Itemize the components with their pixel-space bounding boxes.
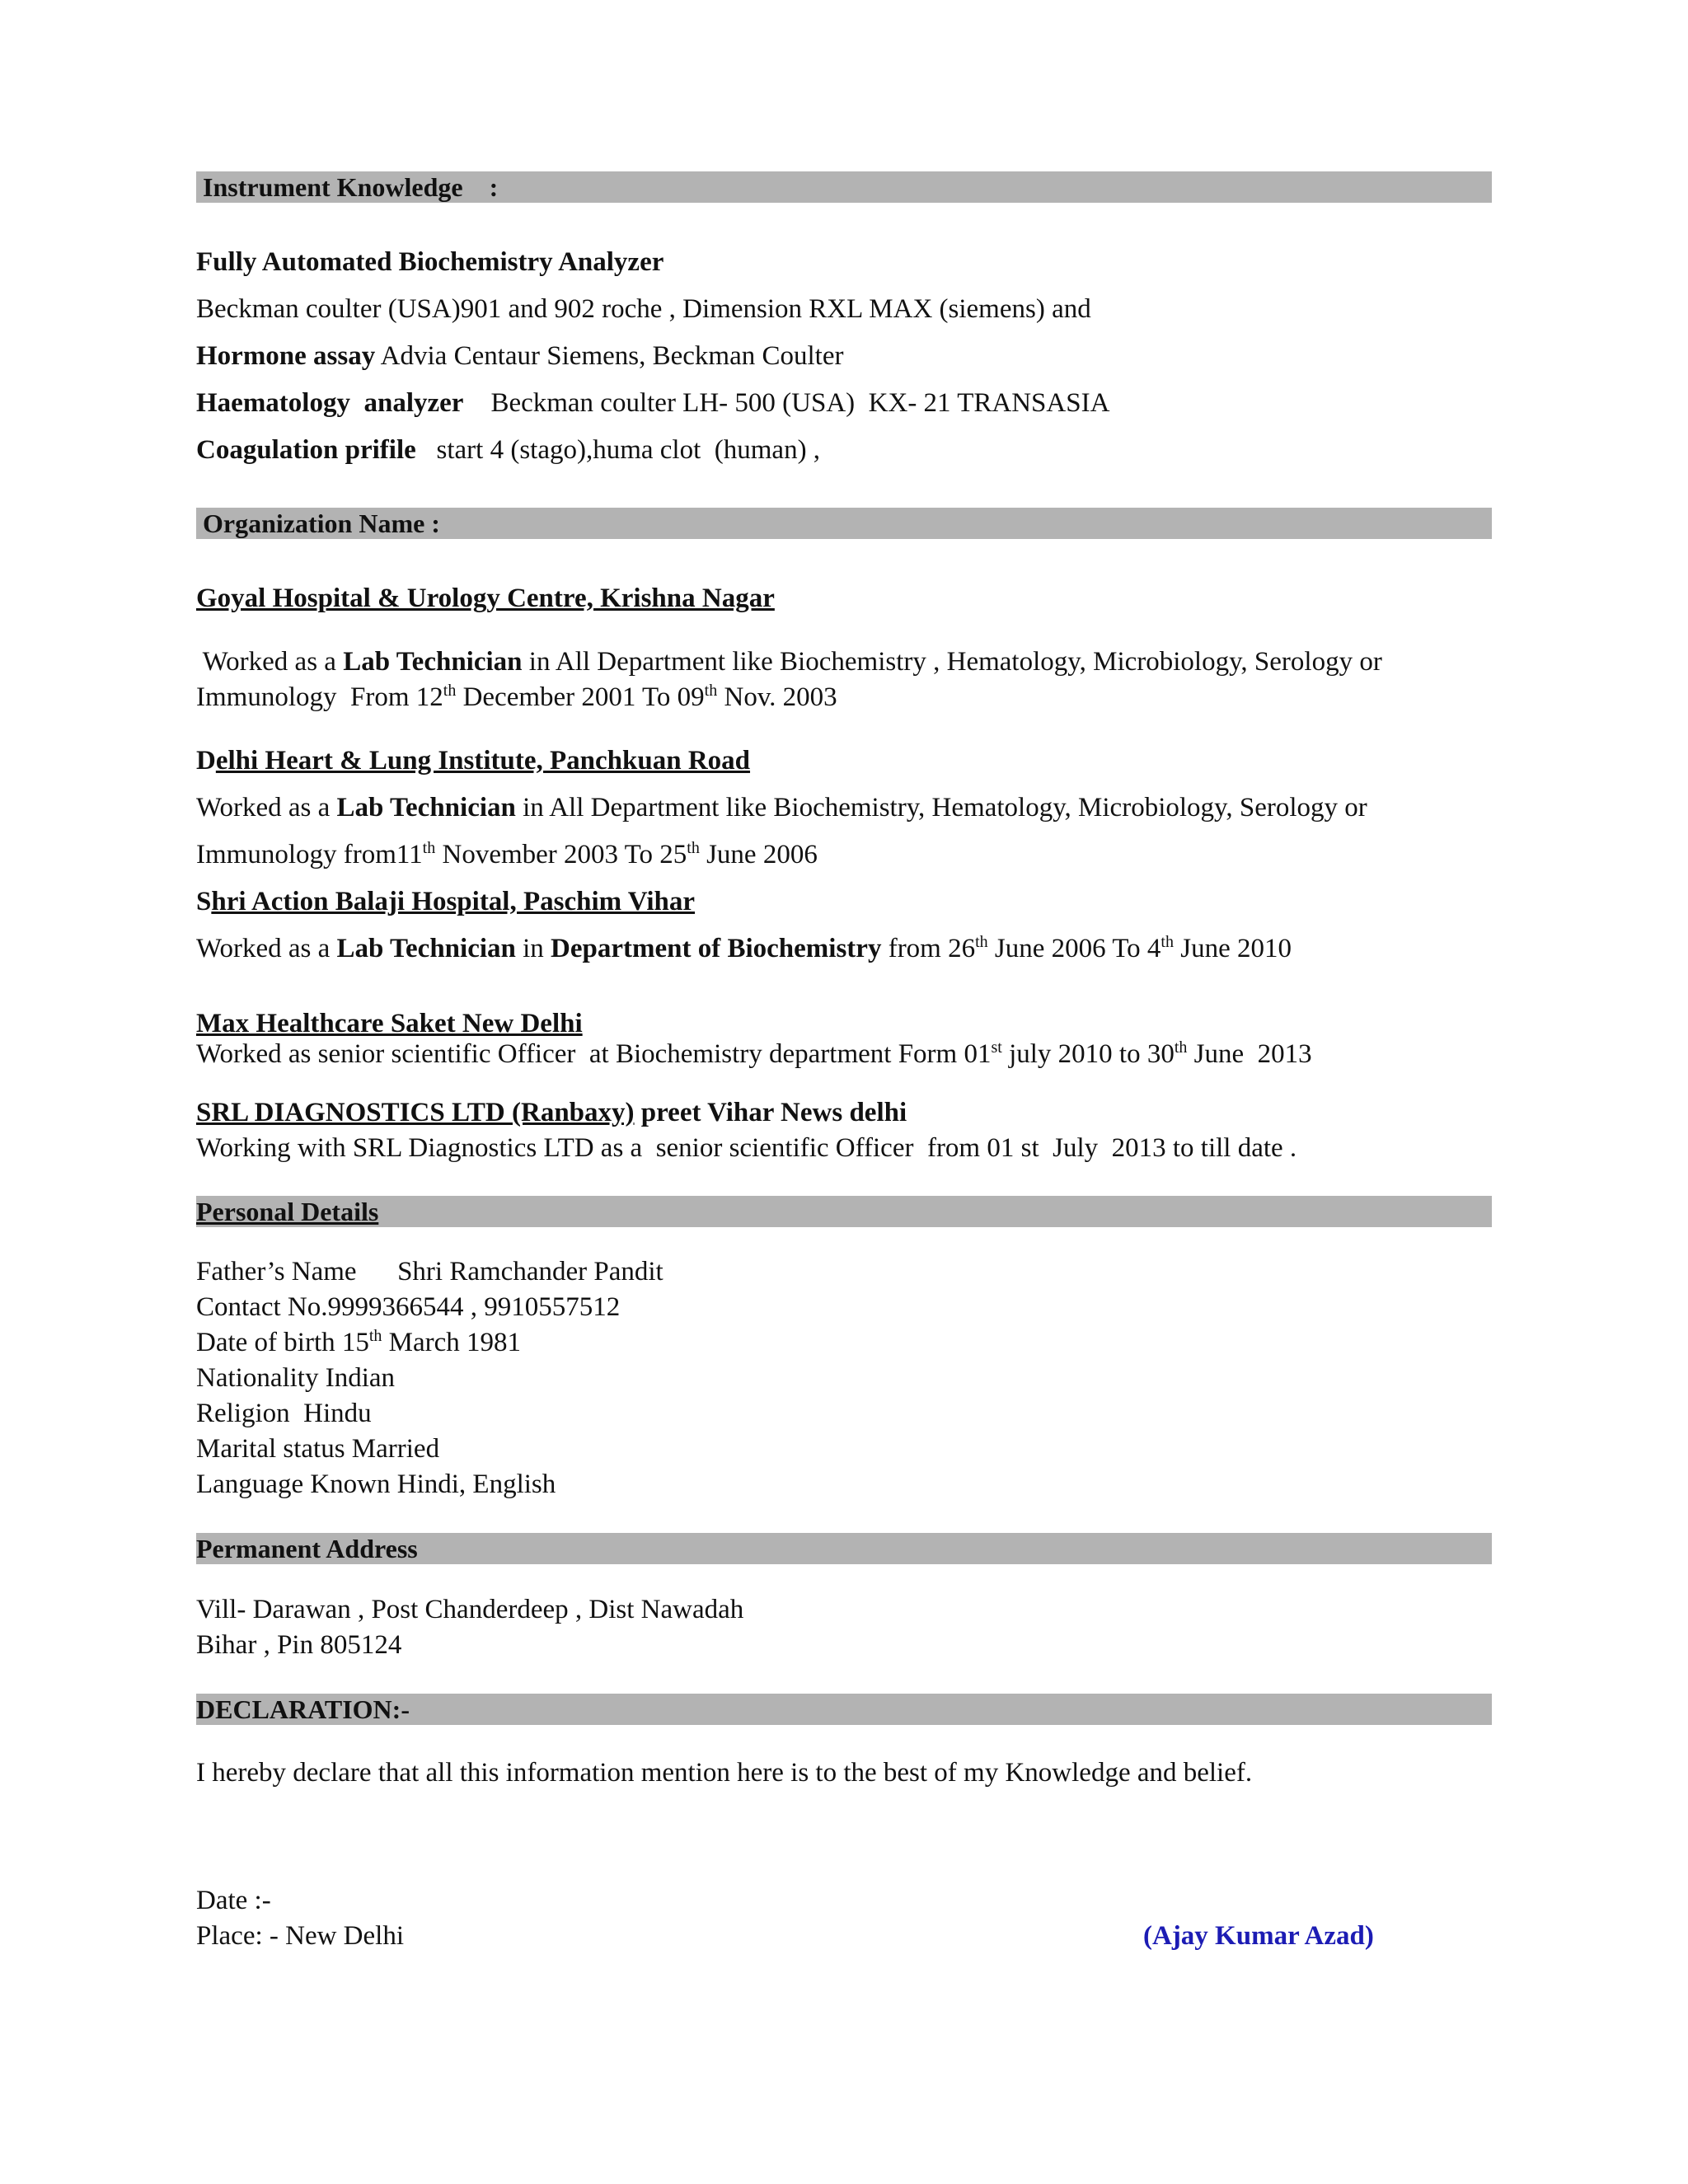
- section-bar-address: [196, 1533, 1492, 1564]
- org2-name-rest: elhi Heart & Lung Institute, Panchkuan Road: [215, 746, 751, 776]
- section-bar-declaration: [196, 1694, 1492, 1725]
- org3-line1-pre: Worked as a: [196, 934, 337, 963]
- org3-name-rest: hri Action Balaji Hospital, Paschim Vihar: [211, 887, 696, 916]
- org1-sup2: th: [704, 682, 718, 700]
- org2-line1: [196, 791, 1367, 824]
- org2-name: [196, 744, 750, 777]
- org4-name: Max Healthcare Saket New Delhi: [196, 1009, 583, 1038]
- biochem-text: Beckman coulter (USA)901 and 902 roche , Dimension RXL MAX (siemens) and: [196, 294, 1091, 324]
- org1-role: Lab Technician: [343, 647, 523, 677]
- org3-name-first: S: [196, 887, 212, 916]
- dob-sup: th: [368, 1327, 382, 1345]
- personal-marital: Marital status Married: [196, 1434, 440, 1464]
- hormone-label: Hormone assay: [196, 341, 376, 371]
- personal-language: Language Known Hindi, English: [196, 1469, 556, 1499]
- personal-father: Father’s Name Shri Ramchander Pandit: [196, 1257, 663, 1286]
- org1-line2-b: December 2001 To 09: [456, 682, 705, 712]
- coagulation-label: Coagulation prifile: [196, 435, 416, 465]
- org2-sup1: th: [422, 839, 436, 857]
- address-line1: Vill- Darawan , Post Chanderdeep , Dist Nawadah: [196, 1595, 744, 1624]
- org4-line1-a: Worked as senior scientific Officer at Biochemistry department Form 01: [196, 1039, 992, 1069]
- org4-line1: [196, 1038, 1312, 1071]
- org5-name-company: SRL DIAGNOSTICS LTD (Ranbaxy): [196, 1098, 635, 1127]
- org1-line2-c: Nov. 2003: [717, 682, 837, 712]
- org5-name-rest: preet Vihar News delhi: [634, 1098, 907, 1127]
- section-heading-address: Permanent Address: [196, 1534, 418, 1563]
- dob-a: Date of birth 15: [196, 1328, 369, 1357]
- org1-line2-a: Immunology From 12: [196, 682, 443, 712]
- declaration-text: I hereby declare that all this information mention here is to the best of my Knowledge and belief.: [196, 1758, 1253, 1788]
- personal-nationality: Nationality Indian: [196, 1363, 396, 1393]
- org5-name: [196, 1096, 907, 1129]
- org2-line1-post: in All Department like Biochemistry, Hematology, Microbiology, Serology or: [515, 793, 1367, 823]
- dob-b: March 1981: [382, 1328, 522, 1357]
- org1-line2: [196, 681, 837, 714]
- org1-line1-post: in All Department like Biochemistry , Hematology, Microbiology, Serology or: [522, 647, 1382, 677]
- section-heading-organization: Organization Name :: [203, 509, 440, 538]
- org1-sup1: th: [443, 682, 457, 700]
- personal-contact: Contact No.9999366544 , 9910557512: [196, 1292, 621, 1322]
- haematology-text: Beckman coulter LH- 500 (USA) KX- 21 TRANSASIA: [463, 388, 1110, 418]
- section-heading-declaration: DECLARATION:-: [196, 1694, 410, 1724]
- org2-line2-a: Immunology from11: [196, 840, 423, 869]
- org4-line1-b: july 2010 to 30: [1001, 1039, 1175, 1069]
- org3-line1-c: June 2010: [1173, 934, 1292, 963]
- org3-name: [196, 885, 695, 918]
- coagulation-text: start 4 (stago),huma clot (human) ,: [415, 435, 821, 465]
- biochem-title: Fully Automated Biochemistry Analyzer: [196, 247, 664, 277]
- org3-line1-a: from 26: [881, 934, 976, 963]
- org2-line2-c: June 2006: [699, 840, 818, 869]
- org1-line1-pre: Worked as a: [196, 647, 344, 677]
- personal-religion: Religion Hindu: [196, 1399, 372, 1428]
- haematology-line: [196, 387, 1109, 419]
- org2-line2: [196, 838, 818, 871]
- org3-department: Department of Biochemistry: [551, 934, 882, 963]
- coagulation-line: [196, 434, 820, 466]
- org1-line1: [196, 645, 1382, 678]
- section-heading-personal: Personal Details: [196, 1197, 379, 1226]
- org3-line1: [196, 932, 1292, 965]
- declaration-place: Place: - New Delhi: [196, 1921, 404, 1951]
- section-bar-instrument: [196, 171, 1492, 203]
- org2-role: Lab Technician: [336, 793, 516, 823]
- org3-sup1: th: [975, 933, 988, 951]
- personal-dob: [196, 1326, 521, 1359]
- address-line2: Bihar , Pin 805124: [196, 1630, 402, 1660]
- org4-sup1: st: [991, 1038, 1002, 1057]
- org1-name: Goyal Hospital & Urology Centre, Krishna Nagar: [196, 583, 775, 613]
- org3-line1-b: June 2006 To 4: [987, 934, 1161, 963]
- org2-name-first: D: [196, 746, 216, 776]
- haematology-label: Haematology analyzer: [196, 388, 464, 418]
- signature-name: (Ajay Kumar Azad): [1143, 1921, 1374, 1951]
- section-bar-organization: [196, 508, 1492, 539]
- org3-sup2: th: [1160, 933, 1174, 951]
- org4-line1-c: June 2013: [1187, 1039, 1312, 1069]
- hormone-line: [196, 340, 843, 373]
- section-bar-personal: [196, 1196, 1492, 1227]
- org4-sup2: th: [1174, 1038, 1188, 1057]
- org2-line1-pre: Worked as a: [196, 793, 337, 823]
- declaration-date: Date :-: [196, 1886, 271, 1915]
- hormone-text: Advia Centaur Siemens, Beckman Coulter: [375, 341, 844, 371]
- org5-line1: Working with SRL Diagnostics LTD as a senior scientific Officer from 01 st July 2013 to till date .: [196, 1133, 1297, 1163]
- org2-line2-b: November 2003 To 25: [435, 840, 687, 869]
- section-heading-instrument: Instrument Knowledge :: [203, 172, 499, 202]
- org2-sup2: th: [687, 839, 700, 857]
- org3-line1-mid: in: [515, 934, 551, 963]
- org3-role: Lab Technician: [336, 934, 516, 963]
